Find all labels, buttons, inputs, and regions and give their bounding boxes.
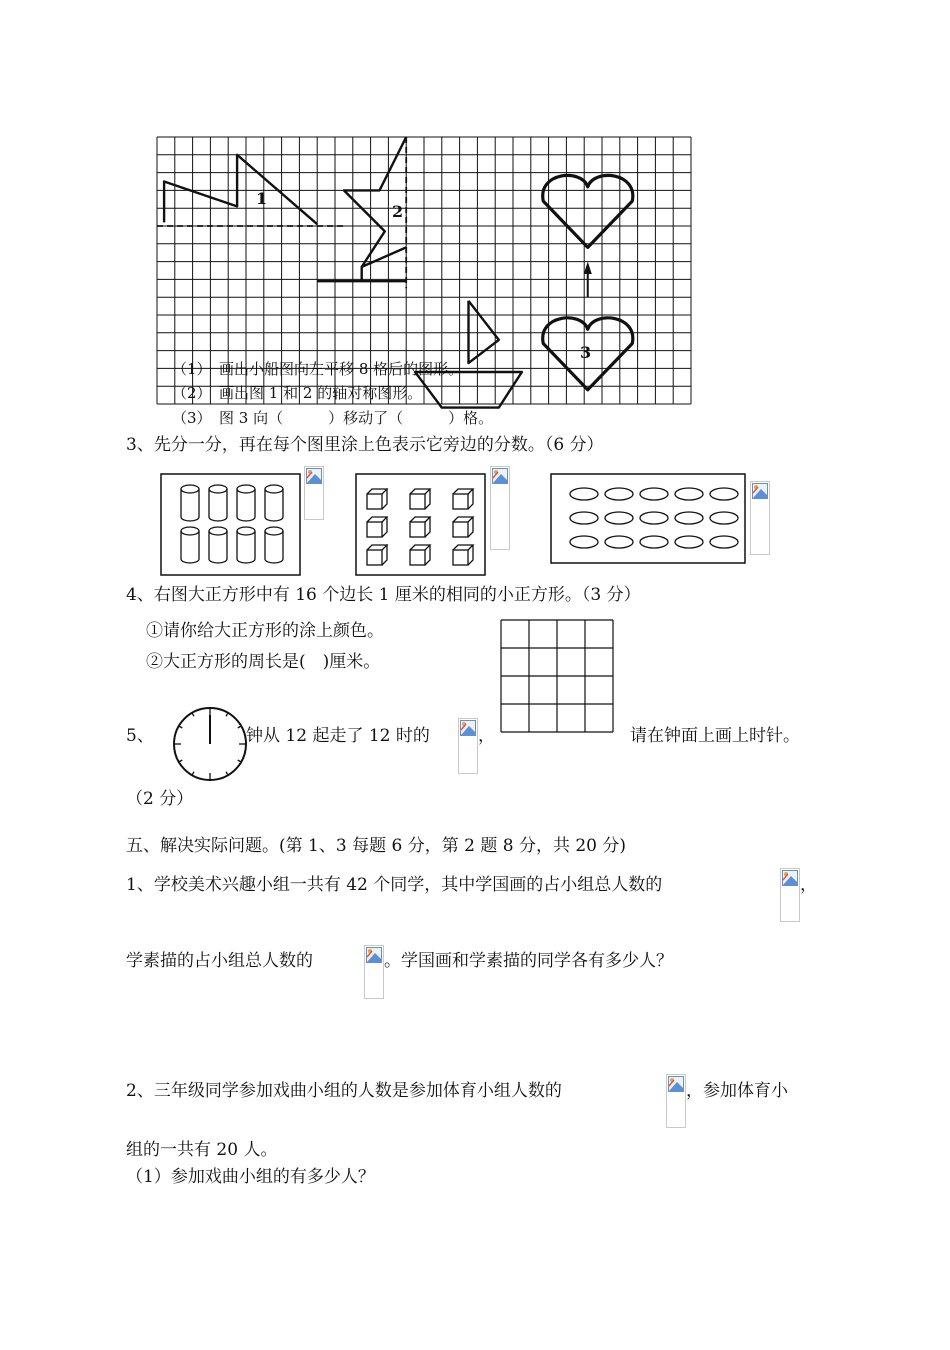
fraction-image-1 bbox=[304, 466, 324, 520]
fraction-image-3 bbox=[750, 481, 770, 555]
oval-icon bbox=[710, 536, 738, 548]
oval-icon bbox=[640, 488, 668, 500]
problem-1-line-1: 1、学校美术兴趣小组一共有 42 个同学，其中学国画的占小组总人数的 bbox=[126, 875, 663, 895]
broken-image-icon bbox=[366, 947, 382, 963]
question-4-item-1: ①请你给大正方形的涂上颜色。 bbox=[146, 621, 384, 641]
question-5-number: 5、 bbox=[126, 726, 154, 746]
fraction-image-p2 bbox=[666, 1074, 686, 1128]
broken-image-icon bbox=[492, 468, 508, 484]
cube-icon bbox=[410, 489, 430, 509]
question-5-comma: ， bbox=[478, 726, 495, 746]
cube-icon bbox=[453, 517, 473, 537]
cylinder-icon bbox=[209, 527, 227, 563]
problem-1-line-2b: 。学国画和学素描的同学各有多少人？ bbox=[384, 951, 673, 971]
problem-1-line-2a: 学素描的占小组总人数的 bbox=[126, 951, 313, 971]
cylinder-icon bbox=[265, 485, 283, 521]
problem-2-line-2: 组的一共有 20 人。 bbox=[126, 1140, 278, 1160]
cube-icon bbox=[367, 489, 387, 509]
question-4-text: 4、右图大正方形中有 16 个边长 1 厘米的相同的小正方形。（3 分） bbox=[126, 585, 641, 605]
cube-icon bbox=[453, 545, 473, 565]
cubes-box bbox=[355, 473, 487, 577]
fraction-image-2 bbox=[490, 466, 510, 550]
boat-sail bbox=[469, 301, 499, 363]
oval-icon bbox=[605, 488, 633, 500]
grid-figure bbox=[0, 0, 950, 430]
question-4-item-2: ②大正方形的周长是( )厘米。 bbox=[146, 652, 381, 672]
question-5-text-b: 请在钟面上画上时针。 bbox=[630, 726, 800, 746]
question-5-score: （2 分） bbox=[126, 789, 194, 809]
oval-icon bbox=[710, 488, 738, 500]
cube-icon bbox=[367, 545, 387, 565]
oval-icon bbox=[570, 536, 598, 548]
figure-1-shape bbox=[164, 155, 317, 224]
oval-icon bbox=[640, 536, 668, 548]
grid-sub-item-1: （1） 画出小船图向左平移 8 格后的图形。 bbox=[172, 360, 464, 378]
question-5-text-a: 钟从 12 起走了 12 时的 bbox=[246, 726, 430, 746]
cylinders-box bbox=[160, 473, 302, 577]
broken-image-icon bbox=[752, 483, 768, 499]
figure-label-1: 1 bbox=[256, 189, 268, 208]
clock-icon bbox=[172, 706, 250, 784]
cylinder-icon bbox=[265, 527, 283, 563]
cube-icon bbox=[410, 545, 430, 565]
figure-label-3: 3 bbox=[580, 343, 592, 362]
broken-image-icon bbox=[460, 720, 476, 736]
cylinder-icon bbox=[209, 485, 227, 521]
oval-icon bbox=[675, 488, 703, 500]
problem-2-line-1a: 2、三年级同学参加戏曲小组的人数是参加体育小组人数的 bbox=[126, 1081, 562, 1101]
cube-icon bbox=[410, 517, 430, 537]
oval-icon bbox=[605, 536, 633, 548]
cube-icon bbox=[453, 489, 473, 509]
oval-icon bbox=[675, 536, 703, 548]
grid-sub-item-3: （3） 图 3 向（ ）移动了（ ）格。 bbox=[172, 409, 494, 427]
grid-sub-item-2: （2） 画出图 1 和 2 的轴对称图形。 bbox=[172, 384, 423, 402]
cylinder-icon bbox=[181, 485, 199, 521]
cylinder-icon bbox=[237, 485, 255, 521]
question-3-text: 3、先分一分，再在每个图里涂上色表示它旁边的分数。（6 分） bbox=[126, 435, 604, 455]
oval-icon bbox=[605, 512, 633, 524]
fraction-image-p1b bbox=[364, 945, 384, 999]
problem-2-line-1b: ，参加体育小 bbox=[686, 1081, 788, 1101]
oval-icon bbox=[710, 512, 738, 524]
cylinder-icon bbox=[237, 527, 255, 563]
oval-icon bbox=[570, 488, 598, 500]
ovals-box bbox=[550, 473, 747, 565]
section-5-heading: 五、解决实际问题。(第 1、3 每题 6 分，第 2 题 8 分，共 20 分) bbox=[126, 836, 627, 856]
heart-shape-top bbox=[543, 175, 633, 247]
broken-image-icon bbox=[306, 468, 322, 484]
big-square-grid bbox=[500, 619, 614, 731]
fraction-image-p1a bbox=[780, 868, 800, 922]
oval-icon bbox=[570, 512, 598, 524]
cube-icon bbox=[367, 517, 387, 537]
figure-label-2: 2 bbox=[392, 202, 404, 221]
oval-icon bbox=[640, 512, 668, 524]
broken-image-icon bbox=[668, 1076, 684, 1092]
fraction-image-q5 bbox=[458, 718, 478, 774]
problem-1-line-1-end: ， bbox=[800, 875, 817, 895]
broken-image-icon bbox=[782, 870, 798, 886]
problem-2-sub-1: （1）参加戏曲小组的有多少人？ bbox=[126, 1167, 375, 1187]
oval-icon bbox=[675, 512, 703, 524]
cylinder-icon bbox=[181, 527, 199, 563]
arrow-head bbox=[584, 262, 592, 274]
